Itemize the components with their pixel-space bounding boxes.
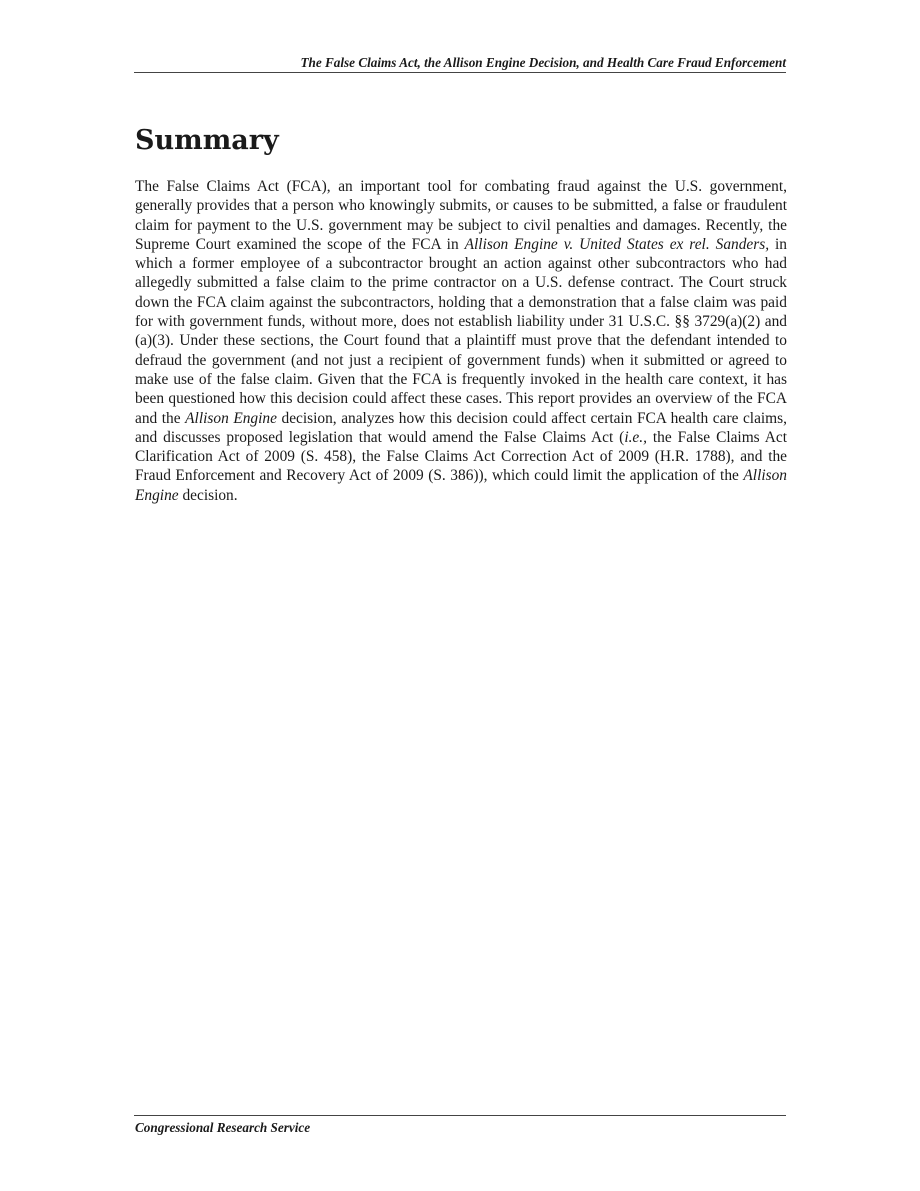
summary-text-5: decision.	[178, 486, 238, 504]
case-short-name-2: Allison Engine	[135, 467, 787, 504]
running-header-title: The False Claims Act, the Allison Engine Decision, and Health Care Fraud Enforcement	[300, 55, 786, 70]
summary-text-1: The False Claims Act (FCA), an important tool for combating fraud against the U.S. government, generally provides that a person who knowingly submits, or causes to be submitted, a false or fraudulent claim for payment to the U.S. government may be subject to civil penalties and damages. Recently, the Supreme Court examined the scope of the FCA in	[135, 178, 787, 253]
section-title: Summary	[135, 125, 279, 156]
summary-text-2: in which a former employee of a subcontractor brought an action against other subcontractors who had allegedly submitted a false claim to the prime contractor on a U.S. defense contract. The Court struck down the FCA claim against the subcontractors, holding that a demonstration that a false claim was paid for with government funds, without more, does not establish liability under 31 U.S.C. §§ 3729(a)(2) and (a)(3). Under these sections, the Court found that a plaintiff must prove that the defendant intended to defraud the government (and not just a recipient of government funds) when it submitted or agreed to make use of the false claim. Given that the FCA is frequently invoked in the health care context, it has been questioned how this decision could affect these cases. This report provides an overview of the FCA and the	[135, 235, 787, 427]
case-short-name: Allison Engine	[185, 409, 277, 427]
footer-divider	[134, 1115, 786, 1116]
header-divider	[134, 72, 786, 73]
summary-paragraph	[135, 177, 787, 505]
footer-organization: Congressional Research Service	[135, 1120, 311, 1135]
summary-text-4: the False Claims Act Clarification Act of 2009 (S. 458), the False Claims Act Correction Act of 2009 (H.R. 1788), and the Fraud Enforcement and Recovery Act of 2009 (S. 386)), which could limit the application of the	[135, 428, 787, 485]
summary-text-3: decision, analyzes how this decision could affect certain FCA health care claims, and discusses proposed legislation that would amend the False Claims Act (	[135, 409, 787, 446]
ie-abbreviation: i.e.,	[624, 428, 647, 446]
case-name: Allison Engine v. United States ex rel. Sanders,	[464, 235, 770, 253]
